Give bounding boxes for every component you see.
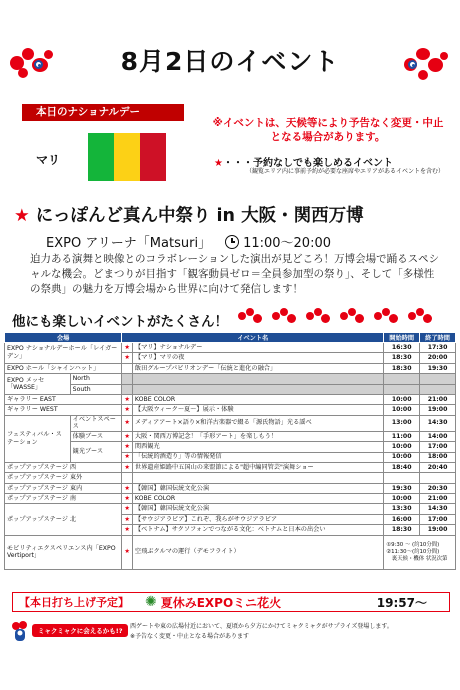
sub-venue-cell: イベントスペース	[70, 415, 122, 431]
start-cell: 18:30	[384, 353, 420, 363]
decor-logo-6	[408, 306, 436, 328]
table-row	[5, 473, 456, 483]
end-cell: 19:30	[420, 363, 456, 373]
start-header: 開始時間	[384, 333, 420, 343]
event-cell: KOBE COLOR	[132, 394, 383, 404]
decor-logo-2	[272, 306, 300, 328]
end-cell: 17:30	[420, 343, 456, 353]
event-cell: KOBE COLOR	[132, 494, 383, 504]
venue-cell: ポップアップステージ 西	[5, 462, 122, 472]
table-row	[5, 442, 456, 452]
star-icon: ★	[122, 405, 133, 415]
table-row	[5, 462, 456, 472]
table-row	[5, 343, 456, 353]
start-cell: 18:30	[384, 363, 420, 373]
festival-heading	[14, 202, 364, 227]
start-cell: 11:00	[384, 431, 420, 441]
table-row	[5, 405, 456, 415]
start-cell: 10:00	[384, 452, 420, 462]
sub-venue-cell: North	[70, 374, 122, 384]
fireworks-time: 19:57〜	[376, 595, 427, 610]
others-heading: 他にも楽しいイベントがたくさん！	[12, 314, 228, 330]
venue-cell: ギャラリー WEST	[5, 405, 122, 415]
empty-cell	[122, 473, 133, 483]
festival-venue-line	[46, 232, 331, 251]
star-icon: ★	[122, 535, 133, 569]
event-cell: 【マリ】マリの夜	[132, 353, 383, 363]
fireworks-icon: ✺	[145, 594, 157, 610]
venue-header: 会場	[5, 333, 122, 343]
national-day-label: 本日のナショナルデー	[22, 104, 184, 121]
decor-logo-5	[374, 306, 402, 328]
start-cell: 13:00	[384, 415, 420, 431]
start-cell: 10:00	[384, 394, 420, 404]
event-cell: 【マリ】ナショナルデー	[132, 343, 383, 353]
table-row	[5, 374, 456, 384]
end-cell: 14:30	[420, 504, 456, 514]
sub-venue-cell: 体験ブース	[70, 431, 122, 441]
start-cell: 16:00	[384, 514, 420, 524]
start-cell: 10:00	[384, 405, 420, 415]
mali-flag	[88, 133, 166, 181]
event-cell: メディアアート×語り×和洋古楽器で綴る「源氏物語」光る謡べ	[132, 415, 383, 431]
table-row	[5, 535, 456, 569]
event-cell: 「伝統的酒造り」等の情報発信	[132, 452, 383, 462]
decor-logo-3	[306, 306, 334, 328]
star-icon: ★	[122, 483, 133, 493]
table-row	[5, 363, 456, 373]
festival-title: にっぽんど真ん中祭り in 大阪・関西万博	[35, 206, 364, 226]
festival-description: 迫力ある演舞と映像とのコラボレーションした演出が見どころ！万博会場で踊るスペシャルな機会。どまつりが目指す「観客動員ゼロ＝全員参加型の祭り」、そして「多様性の祭典」の魅力を万博会場から世界に向けて発信します！	[30, 253, 440, 295]
end-cell: 21:00	[420, 494, 456, 504]
empty-cell	[420, 473, 456, 483]
empty-cell	[420, 384, 456, 394]
empty-cell	[132, 374, 383, 384]
flag-stripe-red	[140, 133, 166, 181]
venue-cell: ポップアップステージ 東内	[5, 483, 122, 493]
star-icon: ★	[122, 415, 133, 431]
event-cell: 飯田グループパビリオンデー「伝統と進化の融合」	[132, 363, 383, 373]
table-header-row	[5, 333, 456, 343]
empty-cell	[132, 473, 383, 483]
decor-logo-4	[340, 306, 368, 328]
start-cell: 18:40	[384, 462, 420, 472]
start-cell: 18:30	[384, 525, 420, 535]
empty-cell	[384, 384, 420, 394]
empty-cell	[132, 384, 383, 394]
event-cell: 【韓国】韓国伝統文化公演	[132, 483, 383, 493]
star-icon: ★	[122, 343, 133, 353]
flag-stripe-green	[88, 133, 114, 181]
table-row	[5, 504, 456, 514]
flag-stripe-yellow	[114, 133, 140, 181]
venue-cell: モビリティエクスペリエンス内「EXPO Vertiport」	[5, 535, 122, 569]
national-day-country: マリ	[36, 153, 61, 167]
star-icon: ★	[122, 525, 133, 535]
flight-times-cell	[384, 535, 456, 569]
star-icon: ★	[122, 504, 133, 514]
end-cell: 17:00	[420, 514, 456, 524]
mascot-icon	[10, 620, 30, 644]
empty-cell	[122, 384, 133, 394]
flight-time-2: ②11:30〜(約10分間)	[386, 548, 440, 555]
table-row	[5, 431, 456, 441]
empty-cell	[384, 374, 420, 384]
start-cell: 10:00	[384, 442, 420, 452]
star-icon: ★	[122, 462, 133, 472]
festival-venue: EXPO アリーナ「Matsuri」	[46, 236, 212, 251]
event-cell: 世界遺産姫路中五国山の来盟節による"超中編同管芸"演舞ショー	[132, 462, 383, 472]
clock-icon	[225, 235, 239, 249]
end-cell: 14:00	[420, 431, 456, 441]
sub-venue-cell: South	[70, 384, 122, 394]
events-table	[4, 332, 456, 570]
empty-cell	[122, 374, 133, 384]
footer-note: 西ゲートや東の広場付近において、夏頃から夕方にかけてミャクミャクがサプライズ登場します。	[130, 623, 393, 630]
venue-cell: ポップアップステージ 北	[5, 504, 122, 535]
festival-time: 11:00〜20:00	[243, 236, 331, 251]
end-cell: 20:00	[420, 353, 456, 363]
fireworks-label: 【本日打ち上げ予定】	[19, 596, 129, 609]
start-cell: 19:30	[384, 483, 420, 493]
venue-cell: フェスティバル・ステーション	[5, 415, 71, 462]
end-cell: 19:00	[420, 405, 456, 415]
footer-disclaimer: ※予告なく変更・中止となる場合があります	[130, 633, 250, 640]
event-cell: 関西観光	[132, 442, 383, 452]
end-cell: 19:00	[420, 525, 456, 535]
empty-cell	[384, 473, 420, 483]
end-cell: 14:30	[420, 415, 456, 431]
fireworks-banner	[12, 592, 450, 612]
star-icon: ★	[214, 158, 223, 169]
reservation-legend-sub: （観覧エリア内に事前予約が必要な座席やエリアがあるイベントを含む）	[246, 168, 445, 175]
end-cell: 18:00	[420, 452, 456, 462]
end-cell: 20:30	[420, 483, 456, 493]
reservation-legend-text: ・・・予約なしでも楽しめるイベント	[222, 158, 393, 169]
event-cell: 空飛ぶクルマの運行（デモフライト）	[132, 535, 383, 569]
venue-cell: ギャラリー EAST	[5, 394, 122, 404]
fireworks-event: 夏休みEXPOミニ花火	[160, 595, 282, 610]
star-icon: ★	[14, 206, 30, 226]
venue-cell: ポップアップステージ 南	[5, 494, 122, 504]
start-cell: 10:00	[384, 494, 420, 504]
star-icon	[122, 363, 133, 373]
empty-cell	[420, 374, 456, 384]
table-row	[5, 415, 456, 431]
sub-venue-cell: 観光ブース	[70, 442, 122, 463]
venue-cell: EXPO ホール「シャインハット」	[5, 363, 122, 373]
event-cell: 【大阪ウィーク〜夏〜】展示・体験	[132, 405, 383, 415]
page-title: 8月2日のイベント	[120, 47, 340, 76]
flight-time-note: 裏天候・機体 状況次第	[391, 555, 448, 562]
end-cell: 21:00	[420, 394, 456, 404]
start-cell: 16:30	[384, 343, 420, 353]
event-cell: 【サウジアラビア】これぞ、我らがサウジアラビア	[132, 514, 383, 524]
table-row	[5, 394, 456, 404]
start-cell: 13:30	[384, 504, 420, 514]
event-cell: 大阪・関西万博記念！「手形アート」を楽しもう！	[132, 431, 383, 441]
table-row	[5, 483, 456, 493]
decor-logo-1	[238, 306, 266, 328]
end-cell: 17:00	[420, 442, 456, 452]
star-icon: ★	[122, 353, 133, 363]
table-row	[5, 384, 456, 394]
venue-cell: EXPO ナショナルデーホール「レイガーデン」	[5, 343, 122, 364]
table-row	[5, 494, 456, 504]
weather-notice: ※イベントは、天候等により予告なく変更・中止となる場合があります。	[212, 117, 444, 143]
end-header: 終了時間	[420, 333, 456, 343]
flight-time-1: ①9:30 〜 (約10分間)	[386, 541, 440, 548]
event-header: イベント名	[122, 333, 384, 343]
star-icon: ★	[122, 431, 133, 441]
event-cell: 【ベトナム】サクソフォンでつながる文化：ベトナムと日本の出会い	[132, 525, 383, 535]
mascot-label: ミャクミャクに会えるかも!?	[32, 624, 128, 637]
star-icon: ★	[122, 394, 133, 404]
star-icon: ★	[122, 514, 133, 524]
venue-cell: EXPO メッセ「WASSE」	[5, 374, 71, 395]
star-icon: ★	[122, 452, 133, 462]
star-icon: ★	[122, 494, 133, 504]
star-icon: ★	[122, 442, 133, 452]
end-cell: 20:40	[420, 462, 456, 472]
venue-cell: ポップアップステージ 東外	[5, 473, 122, 483]
event-cell: 【韓国】韓国伝統文化公演	[132, 504, 383, 514]
